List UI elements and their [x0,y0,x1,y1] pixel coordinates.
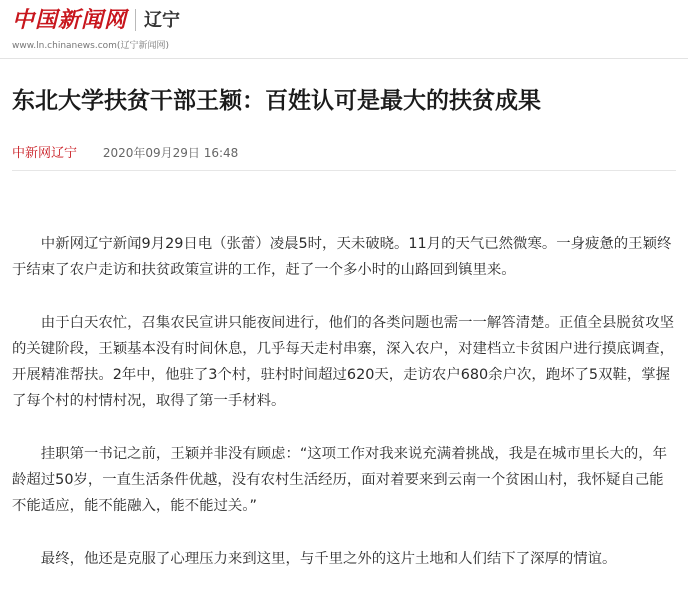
article-datetime: 2020年09月29日 16:48 [102,146,239,160]
site-logo[interactable] [12,7,180,33]
article-paragraph: 最终，他还是克服了心理压力来到这里，与千里之外的这片土地和人们结下了深厚的情谊。 [40,551,617,567]
logo-divider [135,9,136,31]
logo-text: 中国新闻网 [12,7,128,33]
logo-region: 辽宁 [144,10,181,31]
meta-divider [12,170,676,171]
site-url[interactable]: www.ln.chinanews.com(辽宁新闻网) [12,41,169,51]
article-paragraph: 由于白天农忙，召集农民宣讲只能夜间进行，他们的各类问题也需一一解答清楚。正值全县脱贫攻坚的关键阶段，王颖基本没有时间休息，几乎每天走村串寨，深入农户，对建档立卡贫困户进行摸底调查，开展精准帮扶。2年中，他驻了3个村，驻村时间超过620天，走访农户680余户次，跑坏了5双鞋，掌握了每个村的村情村况，取得了第一手材料。 [12,315,674,409]
site-header [0,0,688,59]
article-paragraph: 中新网辽宁新闻9月29日电（张蕾）凌晨5时，天未破晓。11月的天气已然微寒。一身疲惫的王颖终于结束了农户走访和扶贫政策宣讲的工作，赶了一个多小时的山路回到镇里来。 [12,236,672,278]
article-title: 东北大学扶贫干部王颖：百姓认可是最大的扶贫成果 [12,88,541,114]
article-body [12,231,676,599]
article-source-link[interactable]: 中新网辽宁 [12,146,78,161]
article-meta [12,144,238,163]
article-paragraph: 挂职第一书记之前，王颖并非没有顾虑：“这项工作对我来说充满着挑战，我是在城市里长大的，年龄超过50岁，一直生活条件优越，没有农村生活经历，面对着要来到云南一个贫困山村，我怀疑自己能不能适应，能不能融入，能不能过关。” [12,446,668,514]
